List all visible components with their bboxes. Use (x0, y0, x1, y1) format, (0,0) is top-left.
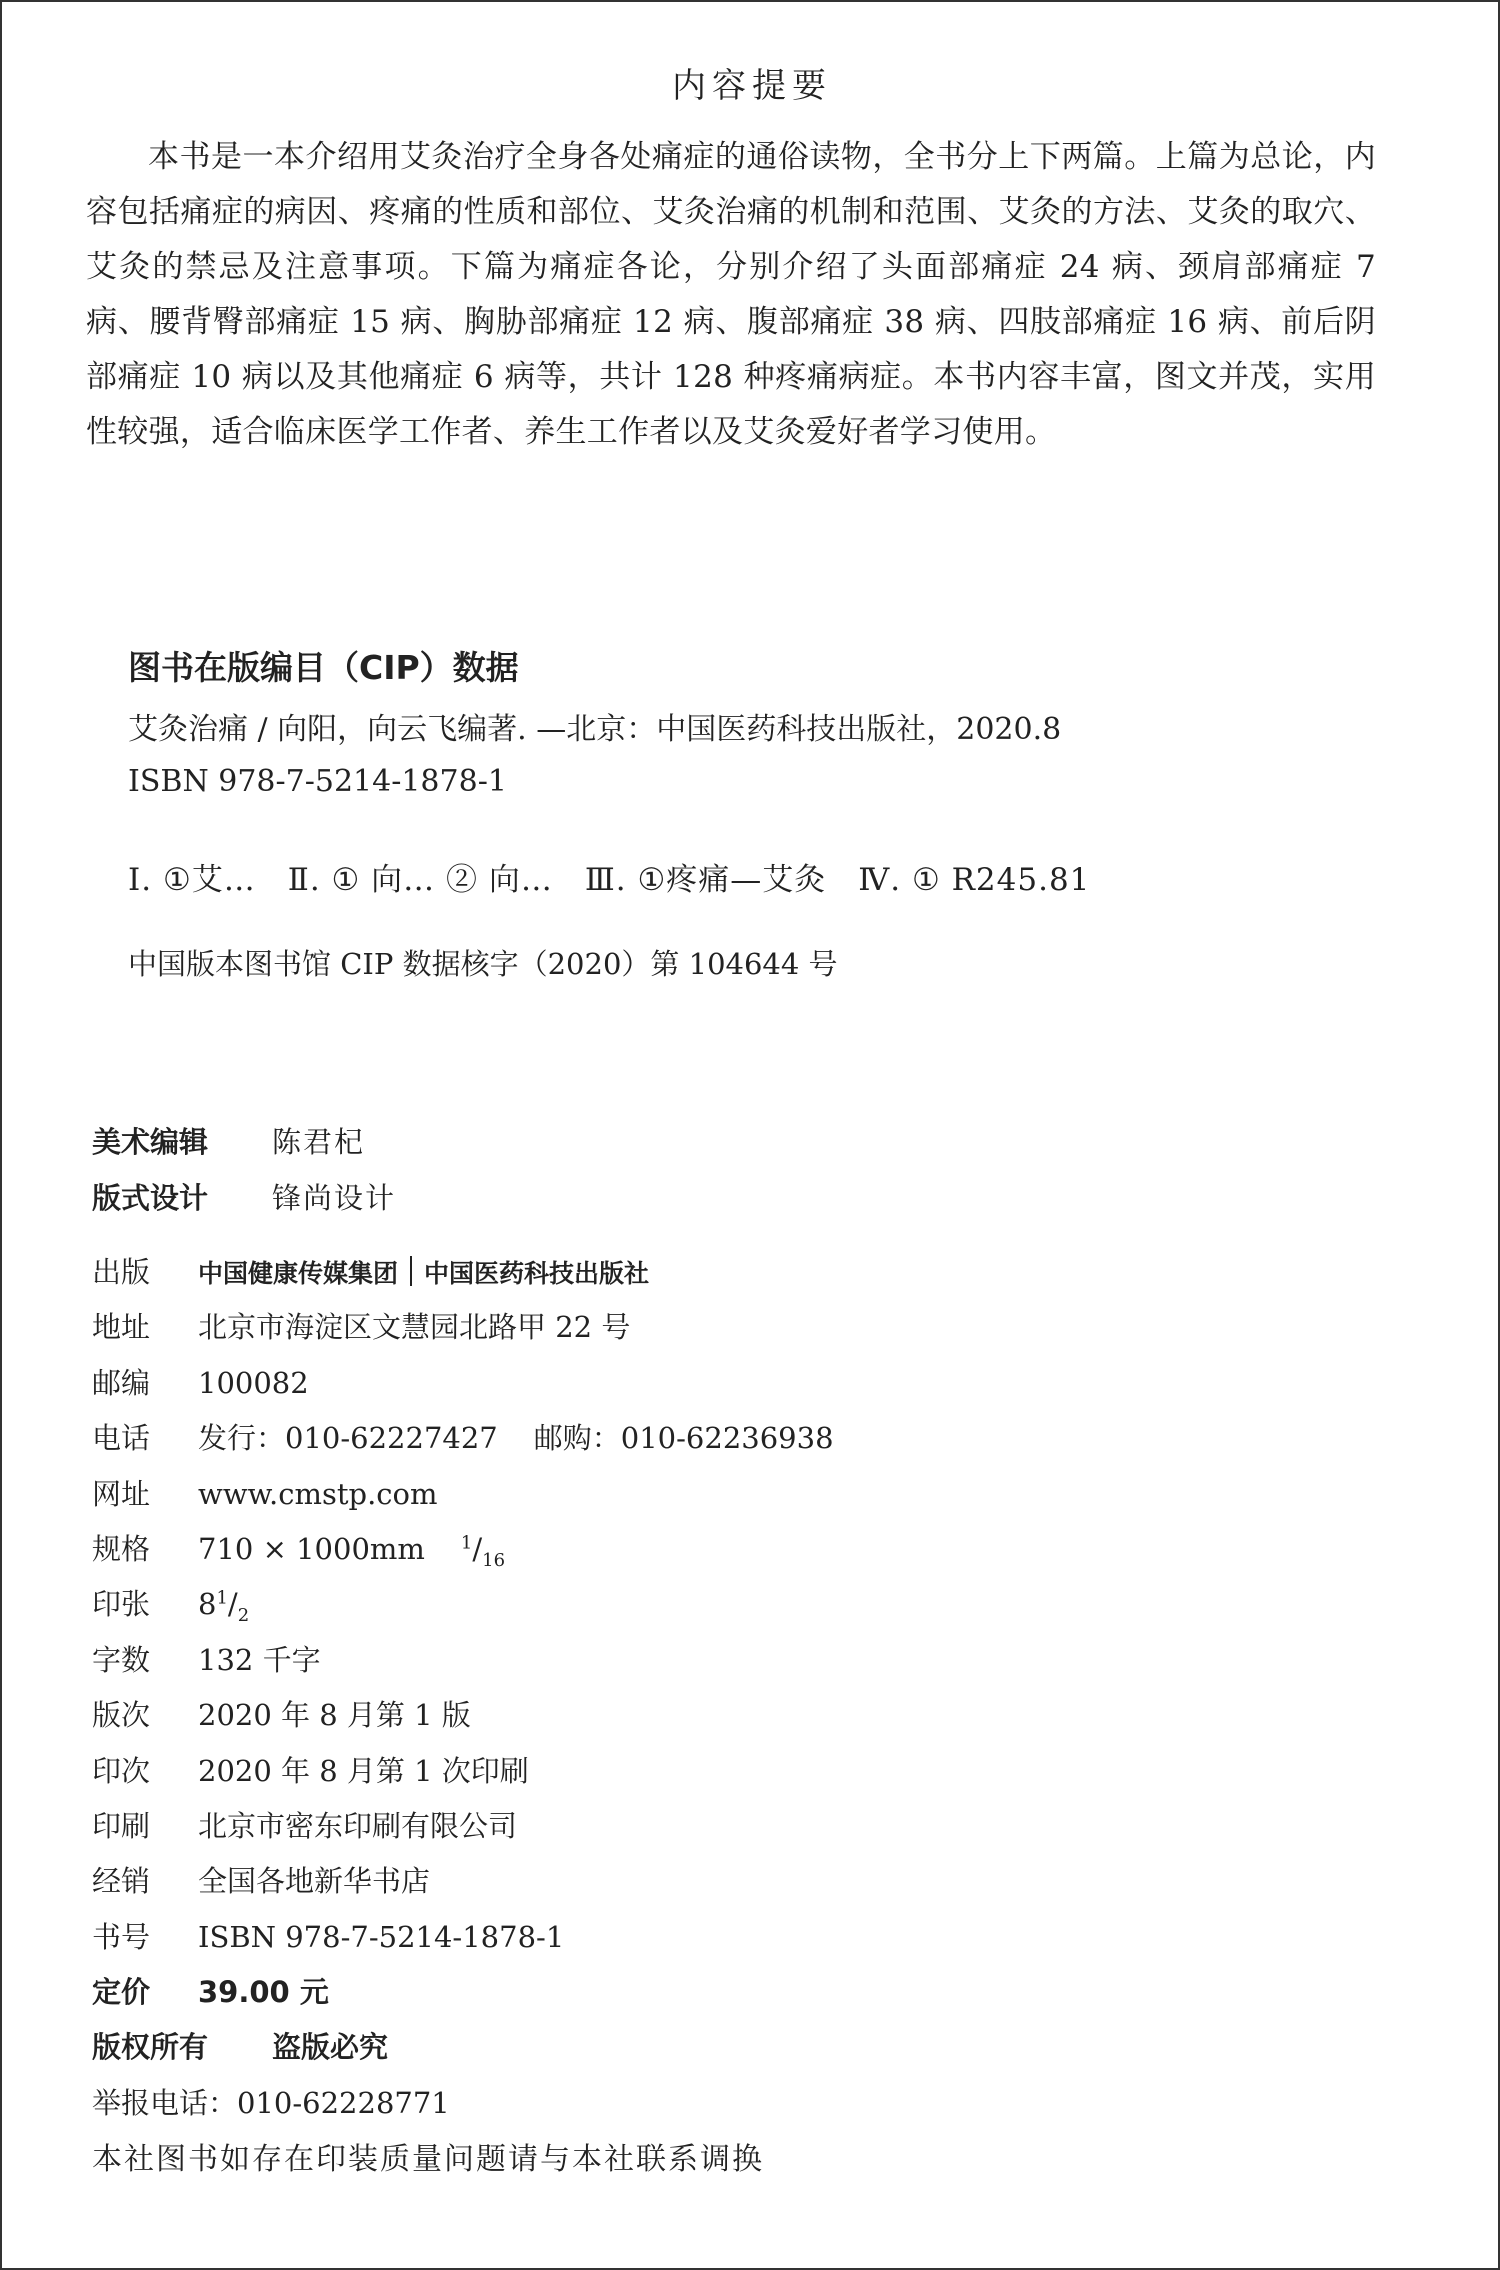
report-phone: 举报电话：010-62228771 (92, 2085, 450, 2120)
copyright-label: 版权所有 (92, 2030, 209, 2065)
printer-value: 北京市密东印刷有限公司 (198, 1808, 518, 1843)
art-editor-value: 陈君杞 (272, 1125, 366, 1159)
layout-design-value: 锋尚设计 (272, 1181, 397, 1215)
format-row (92, 1527, 1392, 1582)
printing-label: 印次 (92, 1753, 151, 1788)
address-value: 北京市海淀区文慧园北路甲 22 号 (198, 1310, 631, 1345)
price-label: 定价 (92, 1975, 151, 2010)
art-editor-label: 美术编辑 (92, 1125, 209, 1159)
cip-bibliographic-line: 艾灸治痛 / 向阳，向云飞编著. —北京：中国医药科技出版社，2020.8 (128, 712, 1062, 747)
sheets-row (92, 1582, 1392, 1637)
publisher-row (92, 1250, 1392, 1305)
edition-row (92, 1693, 1392, 1748)
sheets-label: 印张 (92, 1587, 151, 1622)
art-editor-row (92, 1120, 365, 1161)
phone-issue: 发行：010-62227427 (198, 1421, 498, 1456)
address-label: 地址 (92, 1310, 151, 1345)
format-fraction: $^1/_{16}$ (460, 1531, 506, 1571)
words-row (92, 1638, 1392, 1693)
summary-title: 内容提要 (672, 66, 832, 106)
printer-label: 印刷 (92, 1808, 151, 1843)
phone-mail: 邮购：010-62236938 (533, 1421, 834, 1456)
format-label: 规格 (92, 1531, 151, 1566)
printer-row (92, 1804, 1392, 1859)
phone-label: 电话 (92, 1421, 151, 1456)
distributor-value: 全国各地新华书店 (198, 1864, 431, 1899)
distributor-row (92, 1859, 1392, 1914)
sheets-value: $8^1/_2$ (198, 1587, 250, 1627)
layout-design-row (92, 1176, 396, 1217)
printing-value: 2020 年 8 月第 1 次印刷 (198, 1753, 529, 1788)
price-row (92, 1970, 1392, 2025)
publisher-label: 出版 (92, 1255, 151, 1289)
price-value: 39.00 元 (198, 1975, 329, 2010)
edition-value: 2020 年 8 月第 1 版 (198, 1698, 471, 1733)
postcode-value: 100082 (198, 1365, 309, 1400)
postcode-label: 邮编 (92, 1365, 151, 1400)
isbn-value: ISBN 978-7-5214-1878-1 (198, 1919, 565, 1954)
publisher-name: 中国医药科技出版社 (424, 1259, 650, 1288)
copyright-value: 盗版必究 (272, 2030, 389, 2065)
isbn-label: 书号 (92, 1919, 151, 1954)
words-value: 132 千字 (198, 1642, 321, 1677)
distributor-label: 经销 (92, 1864, 151, 1899)
words-label: 字数 (92, 1642, 151, 1677)
publisher-divider (410, 1256, 412, 1286)
cip-classification-line: Ⅰ. ①艾… Ⅱ. ① 向… ② 向… Ⅲ. ①疼痛—艾灸 Ⅳ. ① R245.81 (128, 862, 1091, 898)
edition-label: 版次 (92, 1698, 151, 1733)
publisher-group: 中国健康传媒集团 (198, 1259, 399, 1288)
cip-isbn-line: ISBN 978-7-5214-1878-1 (128, 764, 507, 799)
postcode-row (92, 1361, 1392, 1416)
format-size: 710 × 1000mm (198, 1531, 425, 1566)
address-row (92, 1305, 1392, 1360)
report-row (92, 2081, 1392, 2136)
phone-row (92, 1416, 1392, 1471)
printing-row (92, 1749, 1392, 1804)
quality-notice: 本社图书如存在印装质量问题请与本社联系调换 (92, 2142, 764, 2177)
isbn-row (92, 1915, 1392, 1970)
website-row (92, 1472, 1392, 1527)
copyright-row (92, 2025, 1392, 2080)
cip-title: 图书在版编目（CIP）数据 (128, 648, 519, 687)
website-value: www.cmstp.com (198, 1476, 438, 1511)
summary-body: 本书是一本介绍用艾灸治疗全身各处痛症的通俗读物，全书分上下两篇。上篇为总论，内容包括痛症的病因、疼痛的性质和部位、艾灸治痛的机制和范围、艾灸的方法、艾灸的取穴、艾灸的禁忌及注意事项。下篇为痛症各论，分别介绍了头面部痛症 24 病、颈肩部痛症 7 病、腰背臀部痛症 15 病、胸胁部痛症 12 病、腹部痛症 38 病、四肢部痛症 16 病、前后阴部痛症 10 病以及其他痛症 6 病等，共计 128 种疼痛病症。本书内容丰富，图文并茂，实用性较强，适合临床医学工作者、养生工作者以及艾灸爱好者学习使用。 (86, 139, 1376, 450)
website-label: 网址 (92, 1476, 151, 1511)
layout-design-label: 版式设计 (92, 1181, 209, 1215)
publication-info (92, 1250, 1392, 2136)
cip-verify-line: 中国版本图书馆 CIP 数据核字（2020）第 104644 号 (128, 947, 838, 981)
